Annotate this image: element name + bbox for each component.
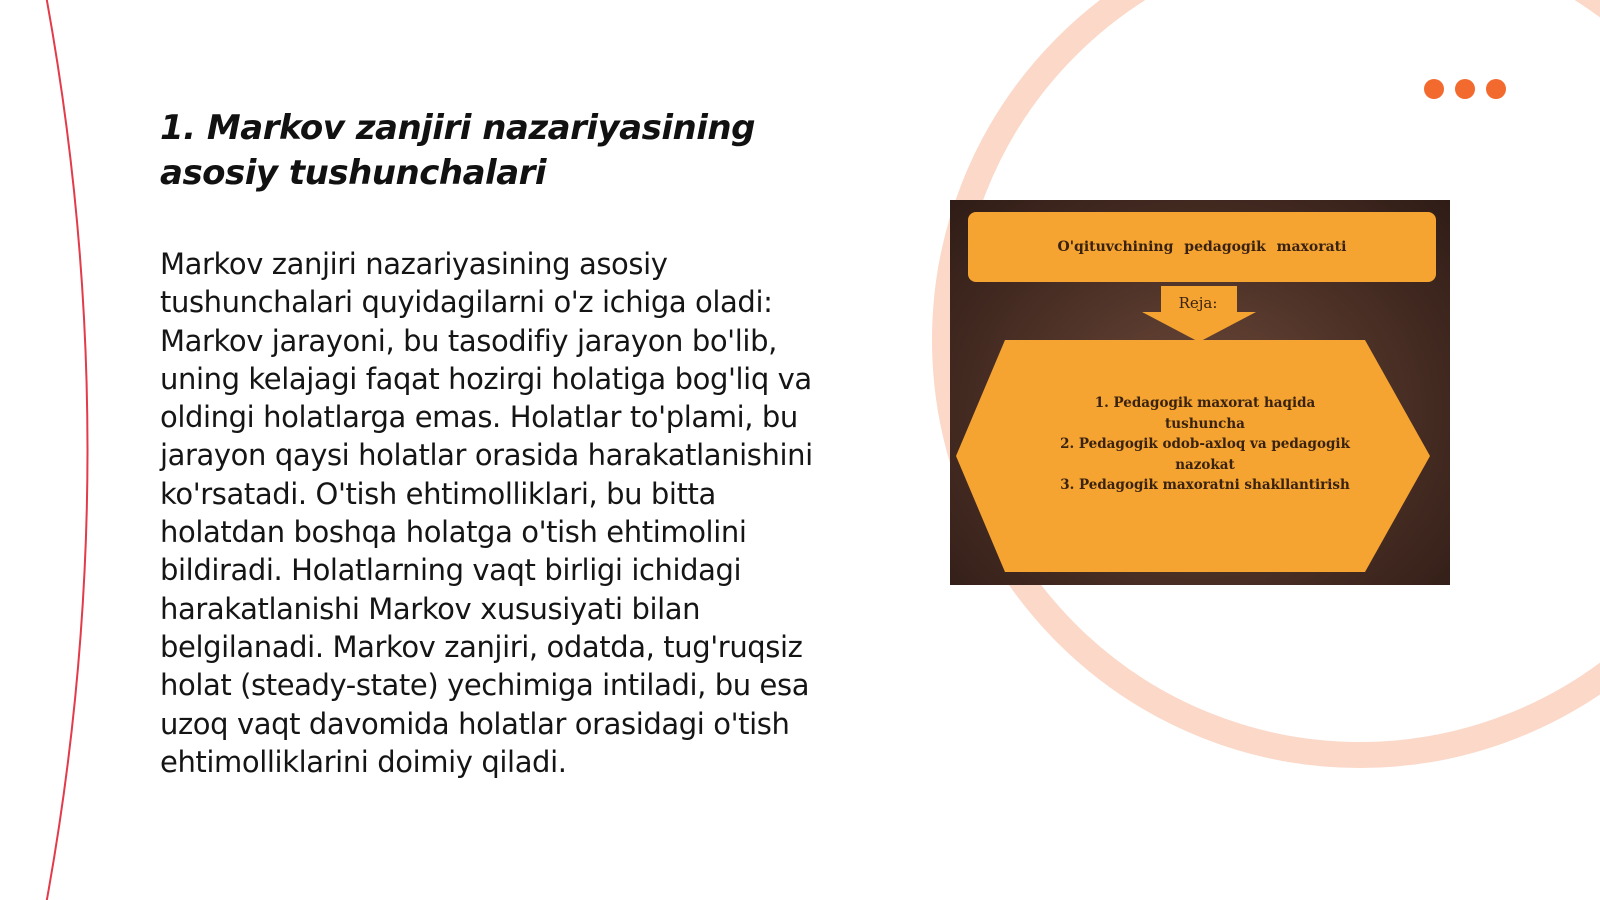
arrow-label: Reja: bbox=[1178, 294, 1218, 312]
plan-list bbox=[1060, 393, 1350, 496]
image-header: O'qituvchining pedagogik maxorati bbox=[968, 212, 1436, 282]
plan-item: 3. Pedagogik maxoratni shakllantirish bbox=[1060, 477, 1350, 493]
dot-icon bbox=[1424, 79, 1444, 99]
left-accent-line bbox=[45, 0, 88, 900]
plan-item: 1. Pedagogik maxorat haqida tushuncha bbox=[1094, 395, 1316, 432]
menu-dots bbox=[1424, 79, 1506, 99]
slide-image bbox=[950, 200, 1450, 585]
slide-title: 1. Markov zanjiri nazariyasining asosiy tushunchalari bbox=[160, 108, 755, 193]
dot-icon bbox=[1455, 79, 1475, 99]
slide-body-text: Markov zanjiri nazariyasining asosiy tushunchalari quyidagilarni o'z ichiga oladi: Markov jarayoni, bu tasodifiy jarayon bo'lib, uning kelajagi faqat hozirgi holatiga bog'liq va oldingi holatlarga emas. Holatlar to'plami, bu jarayon qaysi holatlar orasida harakatlanishini ko'rsatadi. O'tish ehtimolliklari, bu bitta holatdan boshqa holatga o'tish ehtimolini bildiradi. Holatlarning vaqt birligi ichidagi harakatlanishi Markov xususiyati bilan belgilanadi. Markov zanjiri, odatda, tug'ruqsiz holat (steady-state) yechimiga intiladi, bu esa uzoq vaqt davomida holatlar orasidagi o'tish ehtimolliklarini doimiy qiladi. bbox=[160, 247, 813, 779]
plan-item: 2. Pedagogik odob-axloq va pedagogik nazokat bbox=[1060, 436, 1350, 473]
dot-icon bbox=[1486, 79, 1506, 99]
